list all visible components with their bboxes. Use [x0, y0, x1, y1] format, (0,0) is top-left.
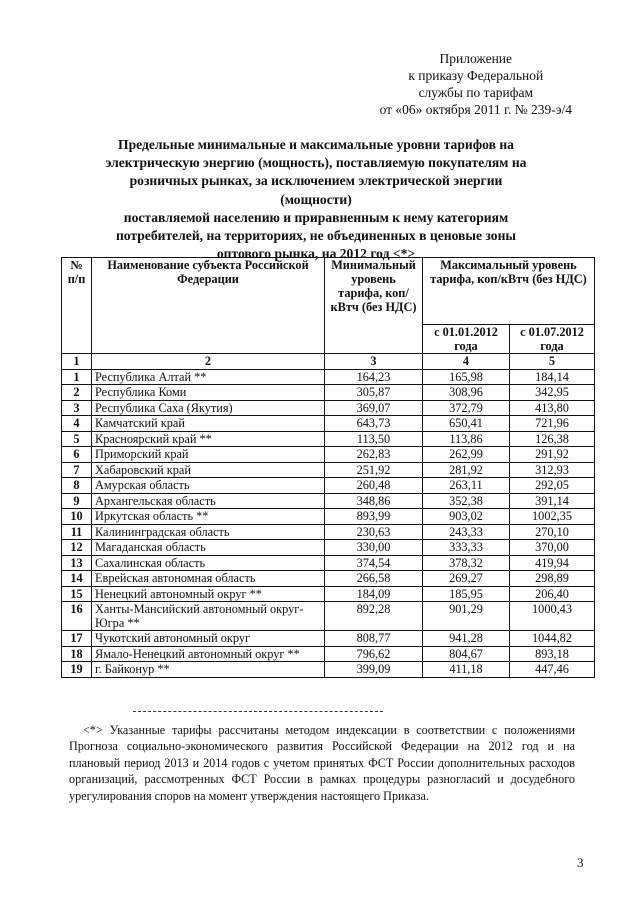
table-row [62, 369, 595, 385]
table-row [62, 400, 595, 416]
table-row [62, 555, 595, 571]
table-row [62, 571, 595, 587]
region-name: Ненецкий автономный округ ** [92, 586, 325, 602]
row-number: 18 [62, 646, 92, 662]
max-tariff-jul: 391,14 [510, 493, 595, 509]
min-tariff: 796,62 [325, 646, 423, 662]
row-number: 12 [62, 540, 92, 556]
region-name: Камчатский край [92, 416, 325, 432]
max-tariff-jan: 372,79 [423, 400, 510, 416]
max-tariff-jan: 901,29 [423, 602, 510, 631]
row-number: 7 [62, 462, 92, 478]
row-number: 11 [62, 524, 92, 540]
min-tariff: 369,07 [325, 400, 423, 416]
min-tariff: 808,77 [325, 631, 423, 647]
max-tariff-jul: 270,10 [510, 524, 595, 540]
table-row [62, 662, 595, 678]
max-tariff-jul: 184,14 [510, 369, 595, 385]
row-number: 8 [62, 478, 92, 494]
row-number: 2 [62, 385, 92, 401]
region-name: Иркутская область ** [92, 509, 325, 525]
max-tariff-jul: 1002,35 [510, 509, 595, 525]
min-tariff: 184,09 [325, 586, 423, 602]
max-tariff-jul: 206,40 [510, 586, 595, 602]
footnote-separator [133, 711, 383, 712]
table-row [62, 509, 595, 525]
table-row [62, 646, 595, 662]
title-line: Предельные минимальные и максимальные уровни тарифов на [118, 137, 514, 152]
min-tariff: 113,50 [325, 431, 423, 447]
region-name: Архангельская область [92, 493, 325, 509]
annex-line-3: службы по тарифам [418, 85, 533, 100]
min-tariff: 330,00 [325, 540, 423, 556]
region-name: Хабаровский край [92, 462, 325, 478]
min-tariff: 892,28 [325, 602, 423, 631]
region-name: Еврейская автономная область [92, 571, 325, 587]
table-row [62, 602, 595, 631]
max-tariff-jan: 243,33 [423, 524, 510, 540]
max-tariff-jul: 342,95 [510, 385, 595, 401]
region-name: Республика Саха (Якутия) [92, 400, 325, 416]
min-tariff: 305,87 [325, 385, 423, 401]
max-tariff-jul: 291,92 [510, 447, 595, 463]
max-tariff-jul: 126,38 [510, 431, 595, 447]
header-from-jan: с 01.01.2012 года [423, 325, 510, 354]
max-tariff-jul: 893,18 [510, 646, 595, 662]
max-tariff-jan: 185,95 [423, 586, 510, 602]
column-number: 2 [92, 354, 325, 370]
column-number: 3 [325, 354, 423, 370]
table-row [62, 586, 595, 602]
title-line: поставляемой населению и приравненным к нему категориям [123, 209, 509, 225]
row-number: 13 [62, 555, 92, 571]
table-row [62, 524, 595, 540]
min-tariff: 230,63 [325, 524, 423, 540]
min-tariff: 374,54 [325, 555, 423, 571]
max-tariff-jan: 804,67 [423, 646, 510, 662]
column-number: 1 [62, 354, 92, 370]
max-tariff-jan: 650,41 [423, 416, 510, 432]
max-tariff-jan: 333,33 [423, 540, 510, 556]
table-row [62, 431, 595, 447]
table-row [62, 631, 595, 647]
max-tariff-jan: 903,02 [423, 509, 510, 525]
max-tariff-jan: 269,27 [423, 571, 510, 587]
row-number: 3 [62, 400, 92, 416]
max-tariff-jul: 370,00 [510, 540, 595, 556]
region-name: Ханты-Мансийский автономный округ-Югра ** [92, 602, 325, 631]
title-line: электрическую энергию (мощность), поставляемую покупателям на [105, 155, 527, 171]
max-tariff-jul: 419,94 [510, 555, 595, 571]
row-number: 9 [62, 493, 92, 509]
region-name: Ямало-Ненецкий автономный округ ** [92, 646, 325, 662]
max-tariff-jan: 378,32 [423, 555, 510, 571]
column-number-row [62, 354, 595, 370]
header-num: № п/п [62, 258, 92, 354]
row-number: 4 [62, 416, 92, 432]
min-tariff: 251,92 [325, 462, 423, 478]
row-number: 15 [62, 586, 92, 602]
row-number: 5 [62, 431, 92, 447]
region-name: г. Байконур ** [92, 662, 325, 678]
annex-block [380, 50, 572, 118]
header-row [62, 258, 595, 325]
title-line: потребителей, на территориях, не объединенных в ценовые зоны [115, 228, 517, 244]
row-number: 6 [62, 447, 92, 463]
region-name: Красноярский край ** [92, 431, 325, 447]
min-tariff: 643,73 [325, 416, 423, 432]
table-row [62, 493, 595, 509]
column-number: 4 [423, 354, 510, 370]
row-number: 16 [62, 602, 92, 631]
region-name: Сахалинская область [92, 555, 325, 571]
table-row [62, 447, 595, 463]
min-tariff: 266,58 [325, 571, 423, 587]
page-number: 3 [577, 855, 584, 870]
max-tariff-jul: 298,89 [510, 571, 595, 587]
annex-line-4: от «06» октября 2011 г. № 239-э/4 [379, 102, 572, 117]
annex-line-2: к приказу Федеральной [408, 68, 544, 83]
max-tariff-jan: 262,99 [423, 447, 510, 463]
max-tariff-jan: 281,92 [423, 462, 510, 478]
title-line: розничных рынках, за исключением электрической энергии (мощности) [129, 173, 503, 207]
max-tariff-jul: 721,96 [510, 416, 595, 432]
max-tariff-jul: 1044,82 [510, 631, 595, 647]
max-tariff-jan: 263,11 [423, 478, 510, 494]
min-tariff: 262,83 [325, 447, 423, 463]
document-title [96, 136, 536, 263]
row-number: 17 [62, 631, 92, 647]
table-row [62, 462, 595, 478]
header-from-jul: с 01.07.2012 года [510, 325, 595, 354]
region-name: Чукотский автономный округ [92, 631, 325, 647]
min-tariff: 164,23 [325, 369, 423, 385]
row-number: 19 [62, 662, 92, 678]
region-name: Приморский край [92, 447, 325, 463]
max-tariff-jan: 113,86 [423, 431, 510, 447]
footnote: <*> Указанные тарифы рассчитаны методом индексации в соответствии с положениями Прогноза социально-экономического развития Российской Федерации на 2012 год и на плановый период 2013 и 2014 годов с учетом принятых ФСТ России дополнительных расходов организаций, рассмотренных ФСТ России в рамках процедуры разногласий и досудебного урегулирования споров на момент утверждения настоящего Приказа. [69, 723, 575, 803]
region-name: Амурская область [92, 478, 325, 494]
header-max: Максимальный уровень тарифа, коп/кВтч (без НДС) [423, 258, 595, 325]
region-name: Калининградская область [92, 524, 325, 540]
column-number: 5 [510, 354, 595, 370]
row-number: 14 [62, 571, 92, 587]
min-tariff: 399,09 [325, 662, 423, 678]
min-tariff: 893,99 [325, 509, 423, 525]
max-tariff-jan: 941,28 [423, 631, 510, 647]
title-line: оптового рынка, на 2012 год <*> [216, 246, 416, 262]
max-tariff-jan: 308,96 [423, 385, 510, 401]
header-min: Минимальный уровень тарифа, коп/кВтч (без НДС) [325, 258, 423, 354]
region-name: Республика Коми [92, 385, 325, 401]
max-tariff-jul: 292,05 [510, 478, 595, 494]
max-tariff-jan: 411,18 [423, 662, 510, 678]
min-tariff: 260,48 [325, 478, 423, 494]
max-tariff-jan: 165,98 [423, 369, 510, 385]
row-number: 10 [62, 509, 92, 525]
max-tariff-jul: 1000,43 [510, 602, 595, 631]
region-name: Республика Алтай ** [92, 369, 325, 385]
tariff-table [61, 257, 595, 678]
min-tariff: 348,86 [325, 493, 423, 509]
region-name: Магаданская область [92, 540, 325, 556]
max-tariff-jul: 447,46 [510, 662, 595, 678]
header-subject: Наименование субъекта Российской Федерации [92, 258, 325, 354]
table-row [62, 416, 595, 432]
table-row [62, 540, 595, 556]
table-row [62, 478, 595, 494]
annex-line-1: Приложение [439, 51, 513, 66]
max-tariff-jan: 352,38 [423, 493, 510, 509]
row-number: 1 [62, 369, 92, 385]
max-tariff-jul: 413,80 [510, 400, 595, 416]
table-row [62, 385, 595, 401]
max-tariff-jul: 312,93 [510, 462, 595, 478]
